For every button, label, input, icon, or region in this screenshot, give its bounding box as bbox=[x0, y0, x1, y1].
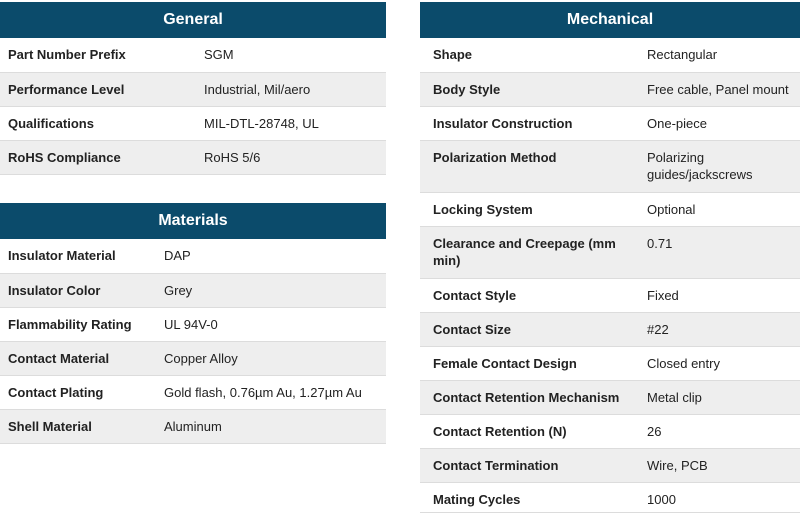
materials-header-row bbox=[0, 203, 386, 239]
row-label: Insulator Color bbox=[0, 273, 156, 307]
materials-row-flammability-rating bbox=[0, 307, 386, 341]
row-label: Contact Plating bbox=[0, 375, 156, 409]
row-label: Performance Level bbox=[0, 72, 196, 106]
general-row-part-number-prefix bbox=[0, 38, 386, 72]
materials-row-insulator-material bbox=[0, 239, 386, 273]
mechanical-row-locking-system bbox=[420, 192, 800, 226]
mechanical-row-body-style bbox=[420, 72, 800, 106]
row-value: One-piece bbox=[634, 106, 800, 140]
row-label: Flammability Rating bbox=[0, 307, 156, 341]
row-value: Optional bbox=[634, 192, 800, 226]
materials-title: Materials bbox=[0, 203, 386, 239]
materials-row-contact-material bbox=[0, 341, 386, 375]
row-value: 1000 bbox=[634, 482, 800, 512]
mechanical-row-insulator-construction bbox=[420, 106, 800, 140]
mechanical-row-contact-termination bbox=[420, 448, 800, 482]
mechanical-row-polarization-method bbox=[420, 140, 800, 192]
general-title: General bbox=[0, 2, 386, 38]
mechanical-row-female-contact-design bbox=[420, 346, 800, 380]
row-value: Rectangular bbox=[634, 38, 800, 72]
materials-row-shell-material bbox=[0, 409, 386, 443]
materials-spec-table bbox=[0, 203, 386, 444]
mechanical-row-contact-size bbox=[420, 312, 800, 346]
row-label: Qualifications bbox=[0, 106, 196, 140]
mechanical-title: Mechanical bbox=[420, 2, 800, 38]
row-value: #22 bbox=[634, 312, 800, 346]
row-value: RoHS 5/6 bbox=[196, 140, 386, 174]
mechanical-spec-table bbox=[420, 2, 800, 513]
general-header-row bbox=[0, 2, 386, 38]
mechanical-row-clearance-creepage bbox=[420, 226, 800, 278]
row-value: Industrial, Mil/aero bbox=[196, 72, 386, 106]
row-label: Contact Style bbox=[420, 278, 634, 312]
row-label: Polarization Method bbox=[420, 140, 634, 192]
row-value: Gold flash, 0.76µm Au, 1.27µm Au bbox=[156, 375, 386, 409]
row-value: UL 94V-0 bbox=[156, 307, 386, 341]
row-label: Insulator Construction bbox=[420, 106, 634, 140]
row-label: RoHS Compliance bbox=[0, 140, 196, 174]
row-label: Contact Size bbox=[420, 312, 634, 346]
general-row-performance-level bbox=[0, 72, 386, 106]
row-label: Clearance and Creepage (mm min) bbox=[420, 226, 634, 278]
row-value: Free cable, Panel mount bbox=[634, 72, 800, 106]
row-value: Grey bbox=[156, 273, 386, 307]
mechanical-row-contact-style bbox=[420, 278, 800, 312]
row-label: Contact Retention Mechanism bbox=[420, 380, 634, 414]
row-value: MIL-DTL-28748, UL bbox=[196, 106, 386, 140]
row-label: Insulator Material bbox=[0, 239, 156, 273]
materials-row-contact-plating bbox=[0, 375, 386, 409]
row-label: Locking System bbox=[420, 192, 634, 226]
general-row-qualifications bbox=[0, 106, 386, 140]
row-value: Polarizing guides/jackscrews bbox=[634, 140, 800, 192]
row-value: Metal clip bbox=[634, 380, 800, 414]
mechanical-row-mating-cycles bbox=[420, 482, 800, 512]
mechanical-row-contact-retention-mechanism bbox=[420, 380, 800, 414]
row-label: Contact Retention (N) bbox=[420, 414, 634, 448]
row-value: Fixed bbox=[634, 278, 800, 312]
row-label: Part Number Prefix bbox=[0, 38, 196, 72]
general-row-rohs-compliance bbox=[0, 140, 386, 174]
row-value: Copper Alloy bbox=[156, 341, 386, 375]
row-label: Contact Material bbox=[0, 341, 156, 375]
row-label: Shape bbox=[420, 38, 634, 72]
row-value: Wire, PCB bbox=[634, 448, 800, 482]
general-spec-table bbox=[0, 2, 386, 175]
row-value: 26 bbox=[634, 414, 800, 448]
row-value: SGM bbox=[196, 38, 386, 72]
row-label: Shell Material bbox=[0, 409, 156, 443]
materials-row-insulator-color bbox=[0, 273, 386, 307]
row-label: Contact Termination bbox=[420, 448, 634, 482]
mechanical-row-shape bbox=[420, 38, 800, 72]
row-label: Mating Cycles bbox=[420, 482, 634, 512]
mechanical-row-contact-retention bbox=[420, 414, 800, 448]
row-label: Female Contact Design bbox=[420, 346, 634, 380]
row-value: Closed entry bbox=[634, 346, 800, 380]
mechanical-header-row bbox=[420, 2, 800, 38]
row-value: 0.71 bbox=[634, 226, 800, 278]
row-value: Aluminum bbox=[156, 409, 386, 443]
row-value: DAP bbox=[156, 239, 386, 273]
row-label: Body Style bbox=[420, 72, 634, 106]
